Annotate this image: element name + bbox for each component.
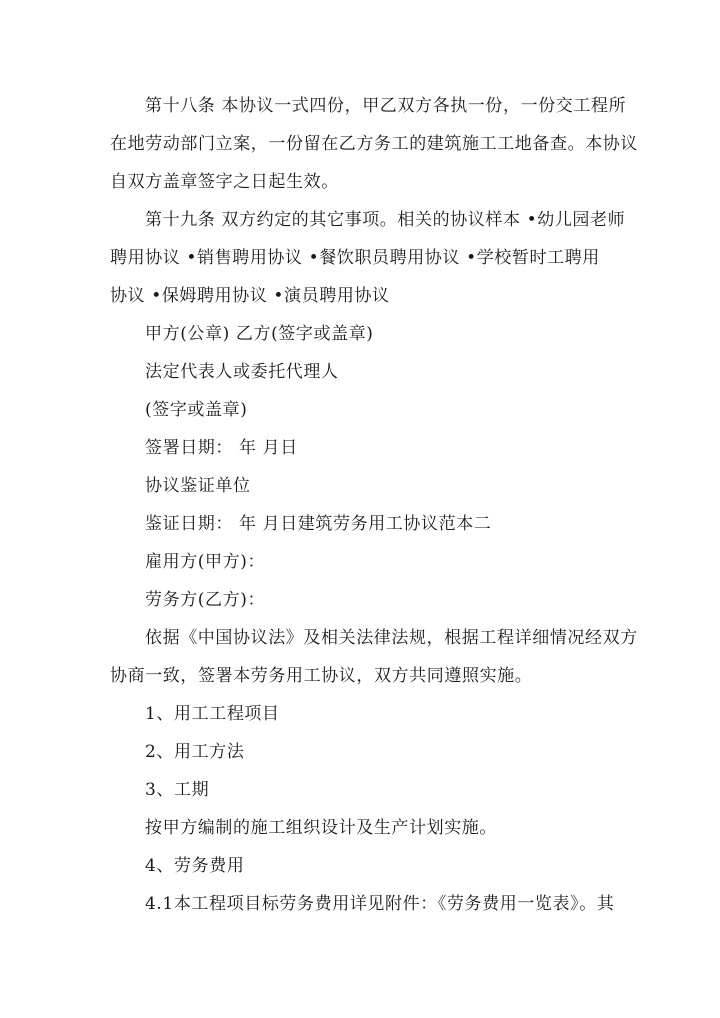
section-3-heading: 3、工期 <box>145 780 210 800</box>
party-seal-line: 甲方(公章) 乙方(签字或盖章) <box>145 324 374 344</box>
article-18-line-3: 自双方盖章签字之日起生效。 <box>110 172 339 192</box>
legal-representative: 法定代表人或委托代理人 <box>145 362 339 382</box>
employer-party: 雇用方(甲方)： <box>145 552 266 572</box>
article-19-line-2: 聘用协议 •销售聘用协议 •餐饮职员聘用协议 •学校暂时工聘用 <box>110 248 600 268</box>
article-18-line-2: 在地劳动部门立案，一份留在乙方务工的建筑施工工地备查。本协议 <box>110 134 638 154</box>
section-1-heading: 1、用工工程项目 <box>145 704 280 724</box>
section-2-heading: 2、用工方法 <box>145 742 245 762</box>
article-18-line-1: 第十八条 本协议一式四份，甲乙双方各执一份，一份交工程所 <box>145 96 627 116</box>
preamble-line-1: 依据《中国协议法》及相关法律法规，根据工程详细情况经双方 <box>145 628 638 648</box>
signature-note: (签字或盖章) <box>145 400 248 420</box>
preamble-line-2: 协商一致，签署本劳务用工协议，双方共同遵照实施。 <box>110 666 533 686</box>
signing-date: 签署日期： 年 月日 <box>145 438 298 458</box>
certification-unit: 协议鉴证单位 <box>145 476 251 496</box>
article-19-line-3: 协议 •保姆聘用协议 •演员聘用协议 <box>110 286 390 306</box>
section-3-body: 按甲方编制的施工组织设计及生产计划实施。 <box>145 818 497 838</box>
section-4-1-body: 4.1本工程项目标劳务费用详见附件：《劳务费用一览表》。其 <box>145 894 615 914</box>
labor-party: 劳务方(乙方)： <box>145 590 266 610</box>
article-19-line-1: 第十九条 双方约定的其它事项。相关的协议样本 •幼儿园老师 <box>145 210 626 230</box>
certification-date: 鉴证日期： 年 月日建筑劳务用工协议范本二 <box>145 514 492 534</box>
section-4-heading: 4、劳务费用 <box>145 856 245 876</box>
